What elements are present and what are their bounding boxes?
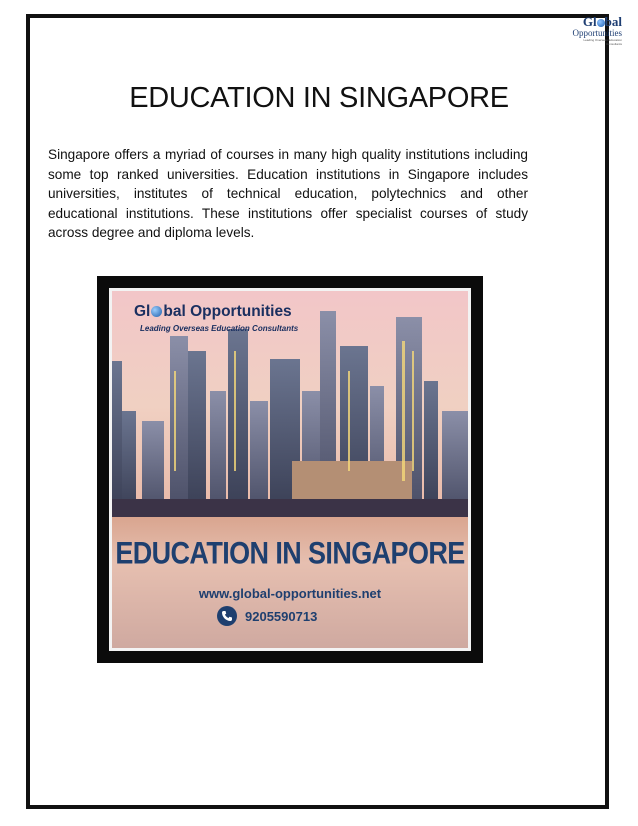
poster-content: [109, 288, 471, 651]
phone-icon: [217, 606, 237, 626]
poster-image: [97, 276, 483, 663]
logo-tagline: Leading Overseas Education Consultants: [583, 38, 622, 46]
poster-headline: EDUCATION IN SINGAPORE: [115, 536, 465, 571]
poster-brand: Gl bal Opportunities: [134, 303, 292, 320]
global-opportunities-logo: [568, 16, 622, 46]
poster-website: www.global-opportunities.net: [198, 586, 382, 601]
page-title: EDUCATION IN SINGAPORE: [129, 82, 509, 114]
poster-brand-tagline: Leading Overseas Education Consultants: [140, 324, 299, 333]
globe-icon: [597, 19, 605, 27]
intro-paragraph: Singapore offers a myriad of courses in many high quality institutions including some top ranked universities. Education institutions in Singapore includes universities, institutes of technical education, polytechnics and other educational institutions. These institutions offer specialist courses of study across degree and diploma levels.: [48, 147, 528, 241]
logo-wordmark: Gl bal: [582, 14, 622, 29]
poster-phone-number: 9205590713: [245, 609, 318, 624]
logo-subtitle: Opportunities: [572, 28, 622, 38]
globe-icon: [151, 306, 162, 317]
